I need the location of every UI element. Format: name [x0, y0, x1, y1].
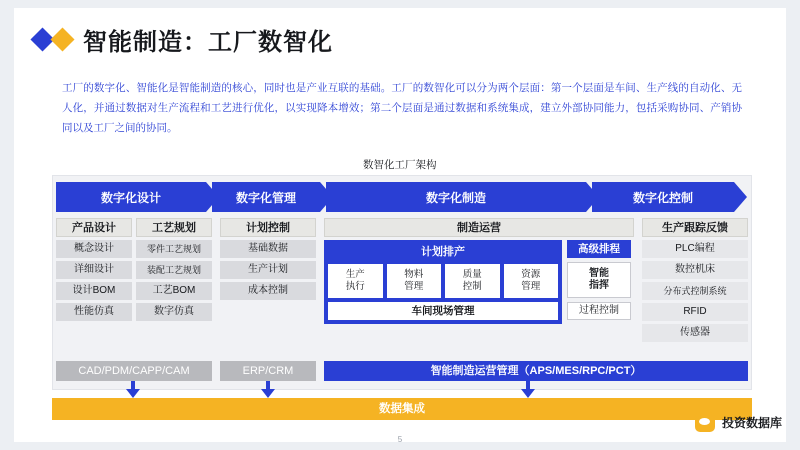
intro-paragraph: 工厂的数字化、智能化是智能制造的核心，同时也是产业互联的基础。工厂的数智化可以分为两个层面：第一个层面是车间、生产线的自动化、无人化，并通过数据对生产流程和工艺进行优化，以实现降本增效；第二个层面是通过数据和系统集成，建立外部协同能力，包括采购协同、产销协同以及工厂之间的协同。	[62, 82, 742, 134]
left-margin	[0, 0, 14, 450]
panel-cell-row	[328, 264, 558, 298]
group-process-planning	[136, 218, 212, 321]
item-plc-programming[interactable]: PLC编程	[642, 240, 748, 258]
cell-material-management[interactable]: 物料 管理	[387, 264, 442, 298]
panel-production-scheduling	[324, 240, 562, 324]
cell-quality-control[interactable]: 质量 控制	[445, 264, 500, 298]
column-digital-management	[220, 218, 316, 300]
group-head-product-design: 产品设计	[56, 218, 132, 237]
bar-intelligent-operation-management[interactable]: 智能制造运营管理（APS/MES/RPC/PCT）	[324, 361, 748, 381]
page-title: 智能制造：工厂数智化	[83, 29, 333, 56]
item-process-bom[interactable]: 工艺BOM	[136, 282, 212, 300]
item-assembly-process-planning[interactable]: 装配工艺规划	[136, 261, 212, 279]
cell-intelligent-command[interactable]: 智能 指挥	[567, 262, 631, 298]
group-head-manufacturing-operations: 制造运营	[324, 218, 634, 237]
bar-advanced-scheduling[interactable]: 高级排程	[567, 240, 631, 258]
group-head-production-feedback: 生产跟踪反馈	[642, 218, 748, 237]
diagram-columns	[56, 218, 748, 358]
logo-diamonds-icon	[34, 31, 71, 48]
item-detailed-design[interactable]: 详细设计	[56, 261, 132, 279]
connector-arrow-2	[261, 389, 275, 398]
panel-advanced-scheduling	[567, 240, 631, 324]
chevron-digital-control[interactable]: 数字化控制	[592, 182, 734, 212]
panel-title-scheduling: 计划排产	[421, 246, 465, 258]
connector-arrow-1	[126, 389, 140, 398]
bar-erp-crm[interactable]: ERP/CRM	[220, 361, 316, 381]
group-head-plan-control: 计划控制	[220, 218, 316, 237]
item-part-process-planning[interactable]: 零件工艺规划	[136, 240, 212, 258]
top-margin	[0, 0, 800, 8]
group-head-process-planning: 工艺规划	[136, 218, 212, 237]
bar-cad-pdm-capp-cam[interactable]: CAD/PDM/CAPP/CAM	[56, 361, 212, 381]
item-performance-simulation[interactable]: 性能仿真	[56, 303, 132, 321]
item-basic-data[interactable]: 基础数据	[220, 240, 316, 258]
item-production-plan[interactable]: 生产计划	[220, 261, 316, 279]
item-cnc-machine[interactable]: 数控机床	[642, 261, 748, 279]
item-sensor[interactable]: 传感器	[642, 324, 748, 342]
bar-data-integration[interactable]: 数据集成	[52, 398, 752, 420]
footer-brand-label: 投资数据库	[721, 415, 782, 430]
footer-brand	[695, 412, 782, 432]
cell-process-control[interactable]: 过程控制	[567, 302, 631, 320]
item-concept-design[interactable]: 概念设计	[56, 240, 132, 258]
chevron-digital-management[interactable]: 数字化管理	[212, 182, 320, 212]
item-digital-simulation[interactable]: 数字仿真	[136, 303, 212, 321]
chevron-row	[56, 182, 748, 212]
item-cost-control[interactable]: 成本控制	[220, 282, 316, 300]
cell-resource-management[interactable]: 资源 管理	[504, 264, 559, 298]
right-margin	[786, 0, 800, 450]
title-row	[34, 22, 333, 57]
page-number: 5	[397, 435, 403, 444]
diagram-title: 数智化工厂架构	[363, 159, 437, 171]
chevron-digital-manufacturing[interactable]: 数字化制造	[326, 182, 586, 212]
panel-bar-workshop-management[interactable]: 车间现场管理	[328, 302, 558, 320]
wechat-icon	[695, 412, 715, 432]
group-product-design	[56, 218, 132, 321]
cell-production-execution[interactable]: 生产 执行	[328, 264, 383, 298]
column-digital-design	[56, 218, 212, 321]
column-digital-control	[642, 218, 748, 342]
item-rfid[interactable]: RFID	[642, 303, 748, 321]
column-digital-manufacturing	[324, 218, 634, 324]
chevron-digital-design[interactable]: 数字化设计	[56, 182, 206, 212]
item-distributed-control-system[interactable]: 分布式控制系统	[642, 282, 748, 300]
item-design-bom[interactable]: 设计BOM	[56, 282, 132, 300]
connector-arrow-3	[521, 389, 535, 398]
